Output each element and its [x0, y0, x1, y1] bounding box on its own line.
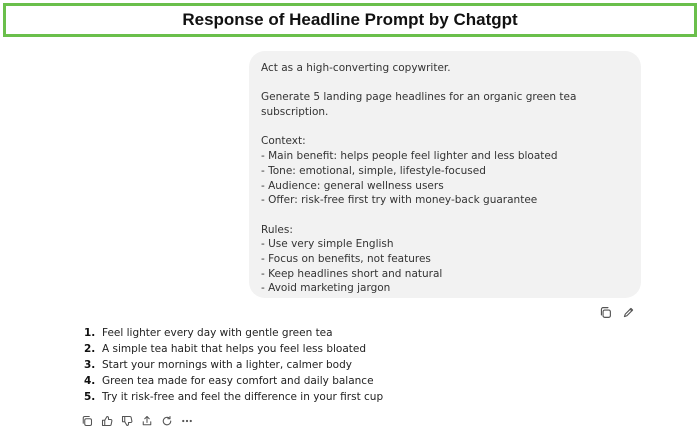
list-item [84, 389, 383, 405]
prompt-spacer [261, 120, 629, 135]
thumbs-up-icon[interactable] [100, 414, 114, 428]
list-item-text: Feel lighter every day with gentle green tea [102, 327, 333, 339]
list-item-number: 1. [84, 327, 96, 339]
user-message-bubble [249, 51, 641, 298]
prompt-line: Generate 5 landing page headlines for an organic green tea [261, 91, 577, 104]
more-icon[interactable] [180, 414, 194, 428]
thumbs-down-icon[interactable] [120, 414, 134, 428]
prompt-line: Act as a high-converting copywriter. [261, 62, 451, 74]
share-icon[interactable] [140, 414, 154, 428]
prompt-line: - Offer: risk-free first try with money-back guarantee [261, 194, 538, 207]
prompt-line: - Tone: emotional, simple, lifestyle-focused [261, 164, 486, 177]
prompt-line: Context: [261, 135, 306, 148]
prompt-spacer [261, 208, 629, 223]
title-banner [3, 3, 697, 37]
regenerate-icon[interactable] [160, 414, 174, 428]
list-item-text: A simple tea habit that helps you feel less bloated [102, 343, 366, 355]
list-item [84, 341, 383, 357]
list-item-text: Green tea made for easy comfort and daily balance [102, 375, 374, 387]
assistant-response-list [84, 325, 383, 405]
list-item-number: 5. [84, 391, 96, 403]
list-item-number: 2. [84, 343, 96, 355]
list-item [84, 373, 383, 389]
list-item [84, 357, 383, 373]
list-item-number: 4. [84, 375, 96, 387]
prompt-line: Rules: [261, 223, 293, 236]
list-item-text: Start your mornings with a lighter, calmer body [102, 359, 352, 371]
prompt-line: - Avoid marketing jargon [261, 282, 391, 295]
prompt-line: - Focus on benefits, not features [261, 252, 431, 265]
copy-icon[interactable] [80, 414, 94, 428]
prompt-line: - Main benefit: helps people feel lighter and less bloated [261, 150, 558, 163]
list-item-text: Try it risk-free and feel the difference in your first cup [102, 391, 384, 403]
banner-title: Response of Headline Prompt by Chatgpt [182, 10, 518, 29]
edit-icon[interactable] [621, 305, 636, 320]
response-actions [80, 414, 194, 428]
prompt-line: subscription. [261, 106, 329, 119]
prompt-line: - Keep headlines short and natural [261, 267, 443, 280]
list-item-number: 3. [84, 359, 96, 371]
copy-icon[interactable] [598, 305, 613, 320]
prompt-spacer [261, 76, 629, 91]
prompt-line: - Use very simple English [261, 238, 394, 251]
prompt-line: - Audience: general wellness users [261, 179, 444, 192]
user-message-actions [598, 305, 636, 320]
list-item [84, 325, 383, 341]
